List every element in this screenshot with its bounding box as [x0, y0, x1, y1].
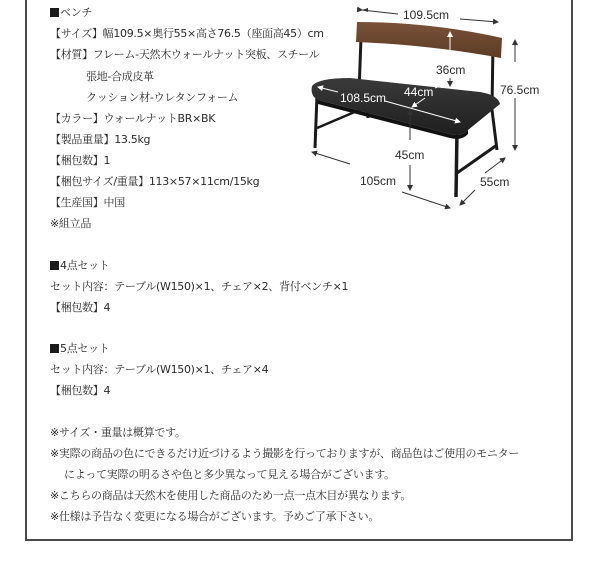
backrest — [356, 22, 502, 58]
dim-seat-width: 108.5cm — [340, 91, 387, 105]
note-wood-grain: ※こちらの商品は天然木を使用した商品のため一点一点木目が異なります。 — [50, 489, 412, 502]
bench-material-cushion: クッション材-ウレタンフォーム — [86, 91, 239, 104]
leg-front-right — [456, 130, 457, 197]
square-bullet-icon — [50, 8, 59, 17]
set4-heading-text: 4点セット — [60, 259, 110, 272]
bench-packages: 【梱包数】1 — [50, 154, 111, 167]
set5-heading-text: 5点セット — [60, 342, 110, 355]
leg-front-left — [315, 95, 317, 148]
dim-base-width: 105cm — [360, 174, 397, 188]
note-approximate: ※サイズ・重量は概算です。 — [50, 426, 186, 439]
set4-contents: セット内容：テーブル(W150)×1、チェア×2、背付ベンチ×1 — [50, 280, 349, 293]
bench-heading-text: ベンチ — [60, 6, 93, 19]
bench-material-cover: 張地-合成皮革 — [86, 70, 154, 83]
set5-contents: セット内容：テーブル(W150)×1、チェア×4 — [50, 363, 269, 376]
note-color-b: によって実際の明るさや色と多少異なって見える場合がございます。 — [64, 468, 395, 481]
bench-heading — [50, 6, 92, 20]
dim-width-top: 109.5cm — [403, 8, 450, 22]
dim-total-height: 76.5cm — [500, 83, 540, 97]
bench-color: 【カラー】ウォールナットBR×BK — [50, 112, 216, 125]
square-bullet-icon — [50, 261, 59, 270]
dim-back-height: 36cm — [436, 63, 466, 77]
bench-material: 【材質】フレーム-天然木ウォールナット突板、スチール — [50, 48, 320, 61]
bench-weight: 【製品重量】13.5kg — [50, 133, 151, 146]
bench-package-size: 【梱包サイズ/重量】113×57×11cm/15kg — [50, 175, 260, 188]
dim-seat-depth: 44cm — [404, 85, 434, 99]
bench-size: 【サイズ】幅109.5×奥行55×高さ76.5（座面高45）cm — [50, 27, 324, 40]
dim-seat-height: 45cm — [395, 148, 425, 162]
set4-heading — [50, 259, 110, 273]
dim-depth: 55cm — [480, 175, 510, 189]
bench-origin: 【生産国】中国 — [50, 196, 125, 209]
note-color-a: ※実際の商品の色にできるだけ近づけるよう撮影を行っておりますが、商品色はご使用のモニター — [50, 447, 520, 460]
bench-assembly: ※組立品 — [50, 217, 92, 230]
bench-dimension-diagram — [290, 0, 560, 215]
set5-packages: 【梱包数】4 — [50, 384, 111, 397]
set5-heading — [50, 342, 110, 356]
bench-illustration — [290, 0, 560, 215]
square-bullet-icon — [50, 344, 59, 353]
set4-packages: 【梱包数】4 — [50, 301, 111, 314]
arrow-width-top-right — [460, 19, 498, 22]
note-spec-change: ※仕様は予告なく変更になる場合がございます。予めご了承下さい。 — [50, 510, 380, 523]
